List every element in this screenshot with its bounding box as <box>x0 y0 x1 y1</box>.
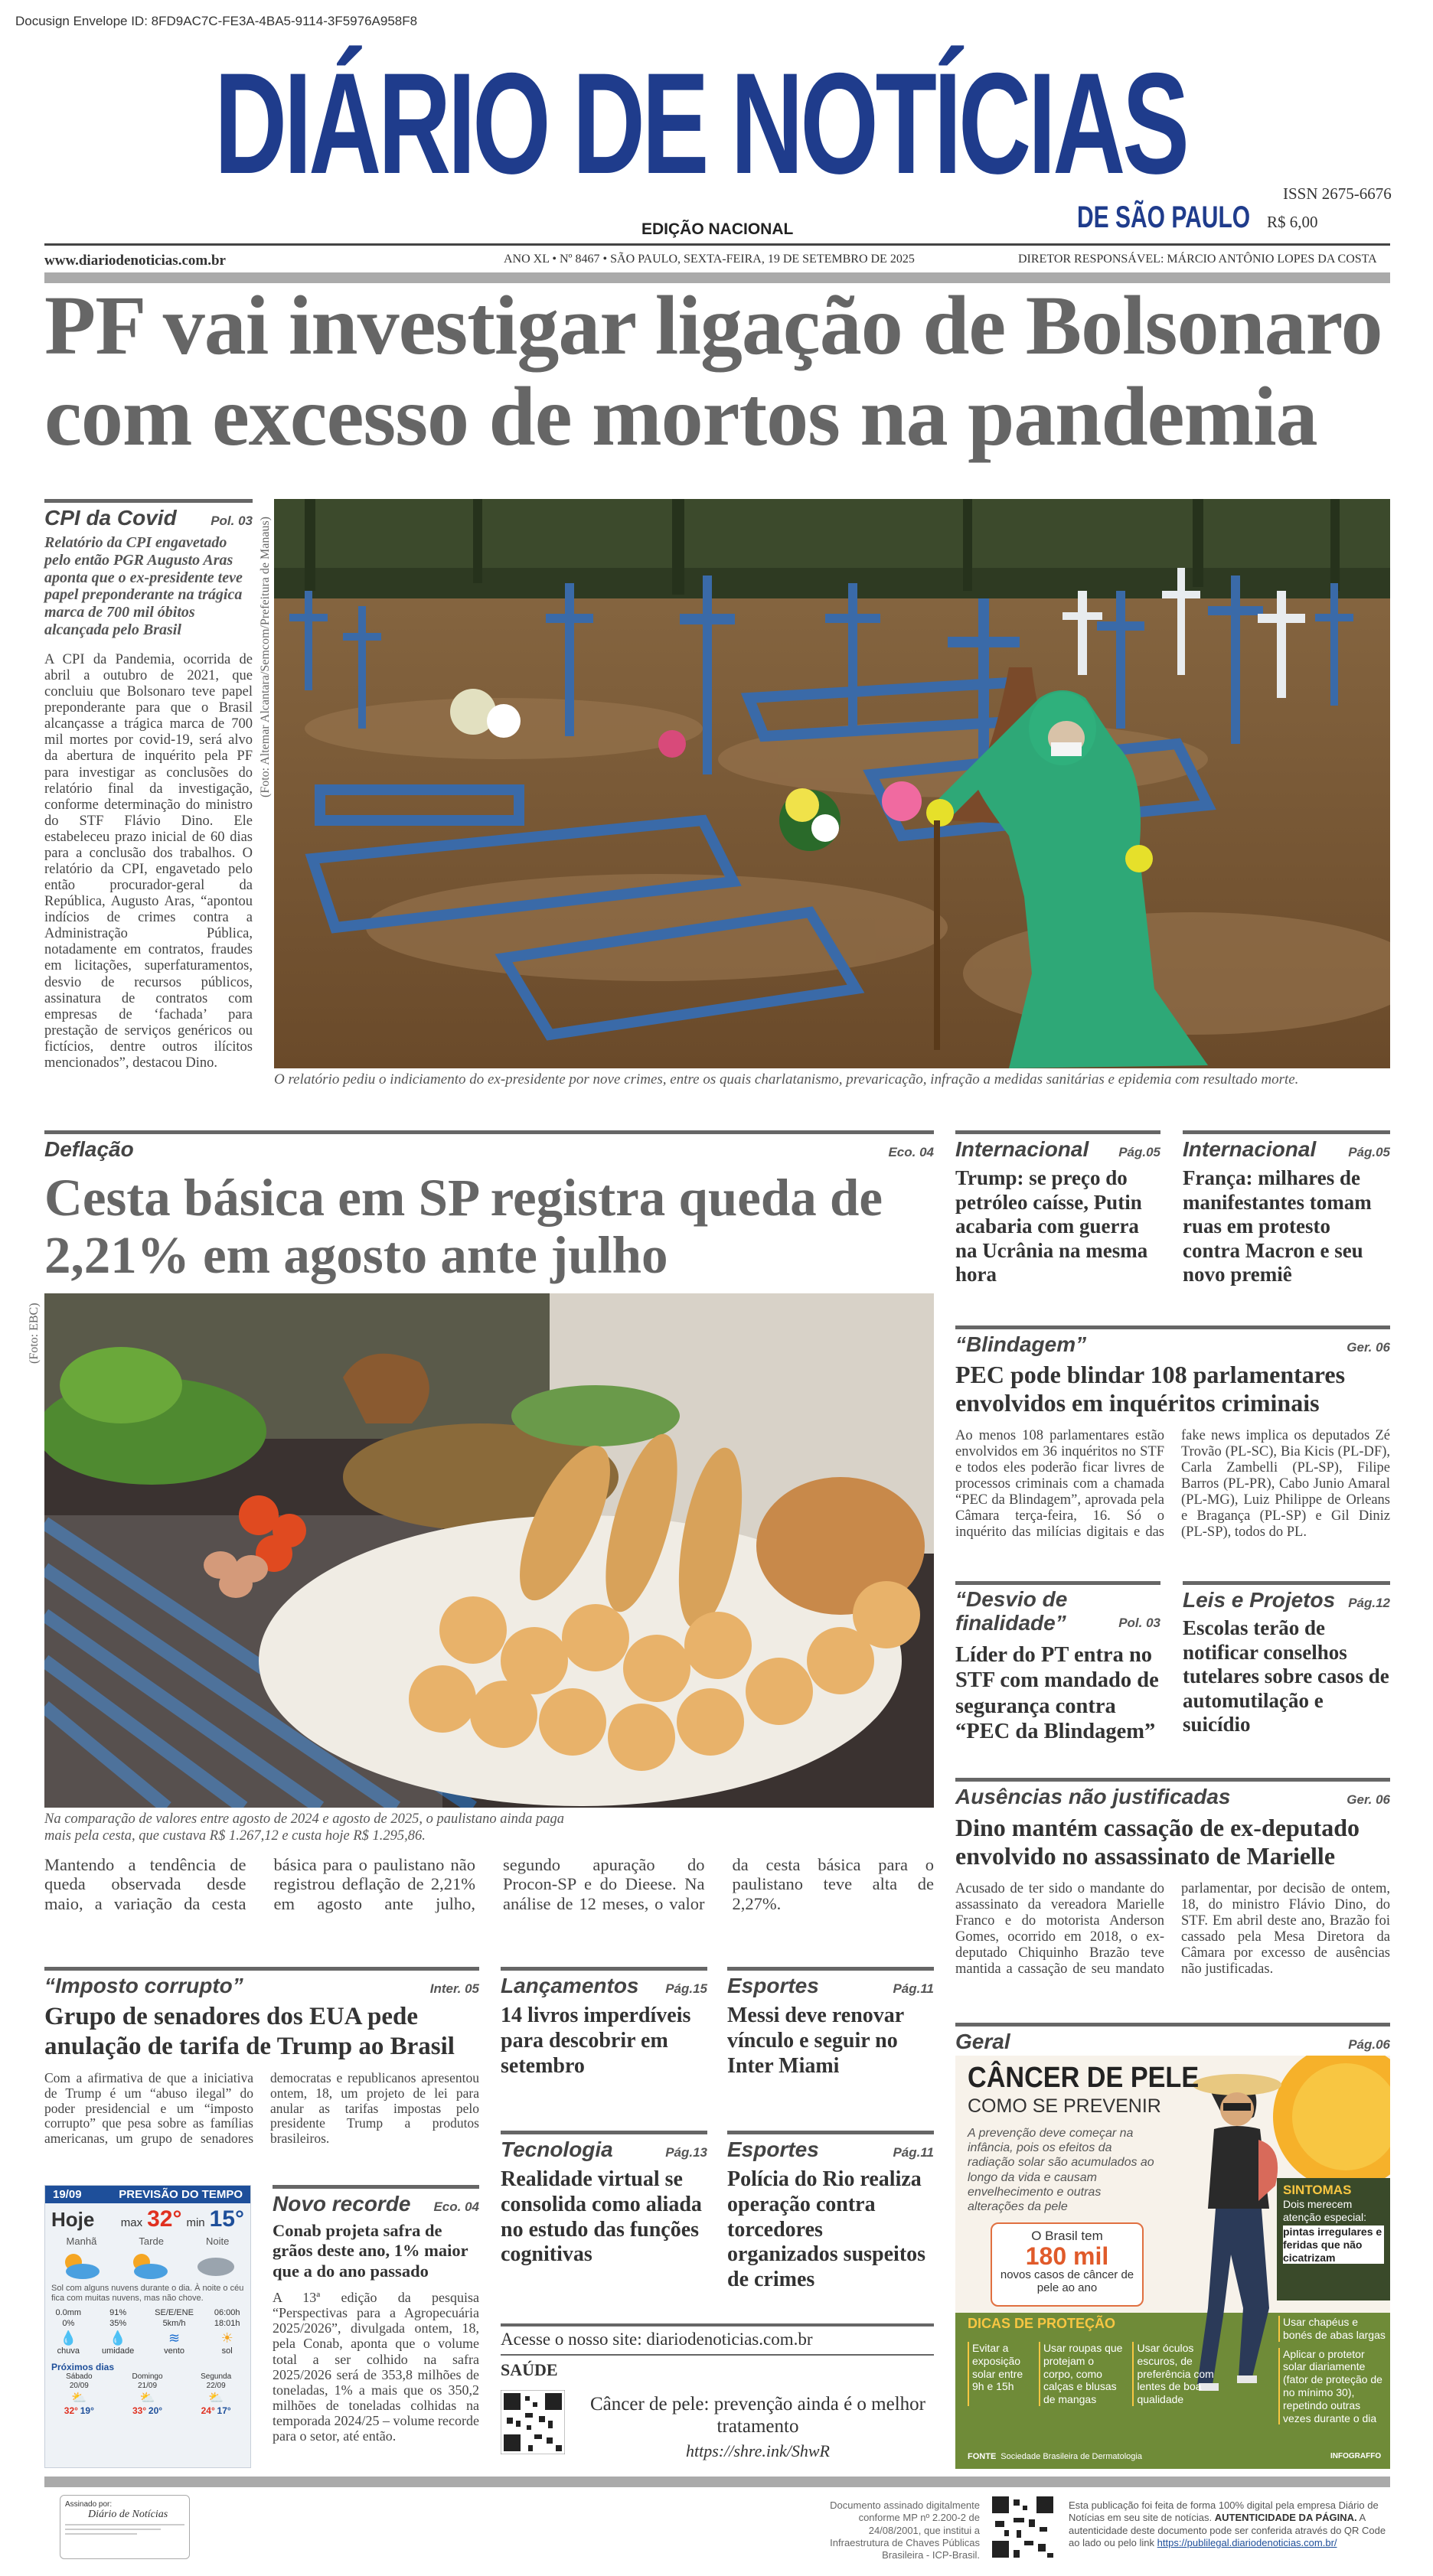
humidity-icon: 💧 <box>109 2330 127 2346</box>
site-promo-link[interactable]: https://shre.ink/ShwR <box>685 2441 830 2460</box>
page-ref: Pág.06 <box>1348 2037 1390 2052</box>
page-ref: Pol. 03 <box>211 514 253 528</box>
max: 24° <box>201 2405 215 2417</box>
page-ref: Ger. 06 <box>1346 1340 1390 1355</box>
internacional2-section-header <box>1183 1130 1390 1162</box>
symptoms-box <box>1277 2178 1390 2300</box>
lead-body: A CPI da Pandemia, ocorrida de abril a outubro de 2021, que concluiu que Bolsonaro teve papel preponderante para que o Brasil alcançasse a trágica marca de 700 mil mortes por covid-19, será alvo da abertura de inquérito pela PF para investigar as conclusões do relatório final da investigação, conforme determinação do ministro do STF Flávio Dino. Ele estabeleceu prazo inicial de 60 dias para a conclusão dos trabalhos. O relatório da CPI, engavetado pelo então procurador-geral da República, Augusto Aras, “apontou indícios de crimes contra a Administração Pública, notadamente em contratos, fraudes em licitações, superfaturamentos, desvio de recursos públicos, assinatura de contratos com empresas de ‘fachada’ para prestação de serviços genéricos ou fictícios, dentre outros ilícitos mencionados”, destacou Dino. <box>44 652 253 1071</box>
lead-summary: Relatório da CPI engavetado pelo então PGR Augusto Aras aponta que o ex-presidente teve papel preponderante na trágica marca de 700 mil óbitos alcançada pelo Brasil <box>44 534 243 638</box>
stat-value: 91% <box>109 2308 127 2318</box>
infographic-title: CÂNCER DE PELE <box>968 2062 1200 2094</box>
imposto-section-header <box>44 1967 479 1998</box>
issn: ISSN 2675-6676 <box>1283 184 1392 203</box>
period-morning: Manhã <box>66 2235 97 2247</box>
lead-section-header <box>44 499 253 530</box>
auth-text <box>1069 2499 1390 2549</box>
page-ref: Eco. 04 <box>888 1145 934 1159</box>
tip-3: Usar óculos escuros, de preferência com lentes de boa qualidade <box>1132 2342 1220 2406</box>
page-ref: Pág.11 <box>893 1981 934 1996</box>
ausencias-headline[interactable]: Dino mantém cassação de ex-deputado envolvido no assassinato de Marielle <box>955 1814 1360 1870</box>
weather-title: PREVISÃO DO TEMPO <box>119 2188 243 2201</box>
stat-pre: O Brasil tem <box>1031 2229 1103 2243</box>
docsign-text: Documento assinado digitalmente conforme MP nº 2.200-2 de 24/08/2001, que institui a Infraestrutura de Chaves Públicas Brasileira - ICP-Brasil. <box>830 2499 980 2561</box>
period-afternoon: Tarde <box>139 2235 164 2247</box>
tip-2: Usar roupas que protejam o corpo, como calças e blusas de mangas <box>1039 2342 1127 2406</box>
source-label: FONTE <box>968 2452 997 2461</box>
stat-label: chuva <box>57 2346 80 2356</box>
stat-wind <box>155 2308 194 2357</box>
website-link[interactable]: www.diariodenoticias.com.br <box>44 253 226 269</box>
section-name: Esportes <box>727 1974 819 1997</box>
tecnologia-headline[interactable]: Realidade virtual se consolida como aliada no estudo das funções cognitivas <box>501 2167 702 2267</box>
max-label: max <box>120 2216 143 2229</box>
cloud-icon <box>193 2250 239 2281</box>
section-name: CPI da Covid <box>44 506 177 530</box>
stat-rain <box>55 2308 81 2357</box>
auth-link[interactable]: https://publilegal.diariodenoticias.com.br/ <box>1157 2536 1337 2548</box>
sun-cloud-icon <box>125 2250 171 2281</box>
lead-photo-credit: (Foto: Altemar Alcantara/Semcom/Prefeitura de Manaus) <box>259 517 272 797</box>
stat-number: 180 mil <box>1025 2242 1109 2270</box>
internacional2-headline[interactable]: França: milhares de manifestantes tomam ruas em protesto contra Macron e seu novo premiê <box>1183 1166 1372 1286</box>
stat-label: sol <box>221 2346 233 2356</box>
symptoms-title: SINTOMAS <box>1283 2183 1352 2197</box>
stat-sub: 5km/h <box>162 2319 186 2329</box>
auth-line-2: A autenticidade deste documento pode ser conferida através do QR Code ao lado ou pelo link <box>1069 2512 1386 2548</box>
tip-1: Evitar a exposição solar entre 9h e 15h <box>968 2342 1033 2406</box>
lancamentos-section-header <box>501 1967 707 1998</box>
lancamentos-headline[interactable]: 14 livros imperdíveis para descobrir em setembro <box>501 2004 691 2078</box>
sun-cloud-icon: ⛅ <box>71 2392 87 2405</box>
internacional1-section-header <box>955 1130 1160 1162</box>
desvio-headline[interactable]: Líder do PT entra no STF com mandado de segurança contra “PEC da Blindagem” <box>955 1643 1159 1744</box>
deflacao-section-header <box>44 1130 934 1162</box>
blindagem-body: Ao menos 108 parlamentares estão envolvidos em 36 inquéritos no STF e todos eles poderão ficar livres de processos criminais com a chamada “PEC da Blindagem”, aprovada pela Câmara terça-feira, 16. Só o inquérito das milícias digitais e das fake news implica os deputados Zé Trovão (PL-SC), Bia Kicis (PL-DF), Carla Zambelli (PL-SP), Filipe Barros (PL-PR), Cabo Junio Amaral (PL-MG), Luiz Philippe de Orleans e Bragança (PL-SP) e Gil Diniz (PL-SP), todos do PL. <box>955 1428 1390 1541</box>
tips-title: DICAS DE PROTEÇÃO <box>968 2316 1116 2331</box>
min-temp: 15° <box>209 2206 244 2232</box>
min-label: min <box>186 2216 205 2229</box>
sig-label: Assinado por: <box>65 2500 113 2509</box>
esportes2-headline[interactable]: Polícia do Rio realiza operação contra torcedores organizados suspeitos de crimes <box>727 2167 926 2291</box>
auth-qr-code-icon[interactable] <box>991 2495 1055 2559</box>
ausencias-body: Acusado de ter sido o mandante do assassinato da vereadora Marielle Franco e do motorista Anderson Gomes, ocorrido em 2018, o ex-deputado Chiquinho Brazão teve mantida a cassação de seu mandato parlamentar, por decisão de ontem, 18, do ministro Flávio Dino, do STF. Em abril deste ano, Brazão foi cassado pela Mesa Diretora da Câmara por excesso de ausências não justificadas. <box>955 1881 1390 1978</box>
recorde-section-header <box>273 2185 479 2216</box>
max: 32° <box>64 2405 78 2417</box>
esportes1-headline[interactable]: Messi deve renovar vínculo e seguir no Inter Miami <box>727 2004 904 2078</box>
edition-label: EDIÇÃO NACIONAL <box>641 220 794 238</box>
date: 22/09 <box>206 2382 226 2391</box>
issue-line: ANO XL • Nº 8467 • SÃO PAULO, SEXTA-FEIRA, 19 DE SETEMBRO DE 2025 <box>504 253 915 266</box>
skin-cancer-infographic <box>955 2056 1390 2469</box>
symptoms-text: Dois merecem atenção especial: <box>1283 2198 1366 2224</box>
page-ref: Inter. 05 <box>429 1981 479 1996</box>
page-ref: Pág.11 <box>893 2145 934 2160</box>
page-ref: Pol. 03 <box>1118 1616 1160 1630</box>
recorde-body: A 13ª edição da pesquisa “Perspectivas para a Agropecuária 2025/2026”, divulgada ontem, 18, pela Conab, aponta que o volume total a ser colhido na safra 2025/2026 será de 353,8 milhões de toneladas, 1% a mais que os 350,2 milhões de toneladas colhidas na temporada 2024/25 – volume recorde para o setor, até então. <box>273 2290 479 2444</box>
tips-row <box>968 2342 1220 2406</box>
section-name: Deflação <box>44 1137 134 1161</box>
lead-headline[interactable]: PF vai investigar ligação de Bolsonaro com excesso de mortos na pandemia <box>44 279 1382 463</box>
stat-value: 0.0mm <box>55 2308 82 2318</box>
section-name: Esportes <box>727 2137 819 2161</box>
stat-label: umidade <box>102 2346 135 2356</box>
day: Segunda <box>201 2372 232 2382</box>
day: Sábado <box>66 2372 93 2382</box>
symptoms-bold: pintas irregulares e feridas que não cicatrizam <box>1283 2225 1384 2264</box>
weather-note: Sol com alguns nuvens durante o dia. À noite o céu fica com muitas nuvens, mas não chove. <box>51 2284 244 2304</box>
sun-cloud-icon: ⛅ <box>139 2392 155 2405</box>
site-promo-title[interactable]: Câncer de pele: prevenção ainda é o melhor tratamento <box>590 2394 925 2437</box>
geral-section-header <box>955 2023 1390 2054</box>
section-name: Tecnologia <box>501 2137 613 2161</box>
recorde-headline[interactable]: Conab projeta safra de grãos deste ano, 1% maior que a do ano passado <box>273 2221 468 2281</box>
blindagem-headline[interactable]: PEC pode blindar 108 parlamentares envolvidos em inquéritos criminais <box>955 1361 1346 1417</box>
section-name: Geral <box>955 2030 1010 2053</box>
esportes2-section-header <box>727 2131 934 2162</box>
sun-cloud-icon: ⛅ <box>208 2392 224 2405</box>
section-name: Internacional <box>1183 1137 1317 1161</box>
imposto-body: Com a afirmativa de que a iniciativa de Trump é um “abuso ilegal” do poder presidencial e um “imposto corrupto” que pesa sobre as famílias americanas, um grupo de senadores democratas e republicanos apresentou ontem, 18, um projeto de lei para anular as tarifas impostas pelo presidente Trump a produtos brasileiros. <box>44 2070 479 2147</box>
lead-caption: O relatório pediu o indiciamento do ex-presidente por nove crimes, entre os quais charlatanismo, prevaricação, infração a medidas sanitárias e epidemia com resultado morte. <box>274 1071 1299 1087</box>
deflacao-headline[interactable]: Cesta básica em SP registra queda de 2,21% em agosto ante julho <box>44 1169 883 1284</box>
sig-name: Diário de Notícias <box>88 2509 168 2520</box>
tip-5: Aplicar o protetor solar diariamente (fator de proteção de no mínimo 30), repetindo outras vezes durante o dia <box>1278 2348 1386 2425</box>
page-ref: Ger. 06 <box>1346 1792 1390 1807</box>
auth-bold: AUTENTICIDADE DA PÁGINA. <box>1214 2512 1357 2524</box>
tip-4: Usar chapéus e bonés de abas largas <box>1278 2316 1386 2342</box>
section-name: Lançamentos <box>501 1974 639 1997</box>
deflacao-photo <box>44 1293 934 1808</box>
infographic-credit: INFOGRAFFO <box>1330 2452 1382 2460</box>
next-days-label: Próximos dias <box>51 2362 115 2373</box>
stat-value: 06:00h <box>214 2308 240 2318</box>
site-promo-label: SAÚDE <box>501 2360 558 2379</box>
page-ref: Eco. 04 <box>433 2199 479 2214</box>
period-night: Noite <box>206 2235 230 2247</box>
director-line: DIRETOR RESPONSÁVEL: MÁRCIO ANTÔNIO LOPES DA COSTA <box>1018 253 1377 266</box>
sun-cloud-icon <box>57 2250 103 2281</box>
stat-sub: 0% <box>62 2319 75 2329</box>
deflacao-caption: Na comparação de valores entre agosto de 2024 e agosto de 2025, o paulistano ainda paga mais pela cesta, que custava R$ 1.267,12 e custa hoje R$ 1.295,86. <box>44 1811 564 1844</box>
stat-humidity <box>102 2308 134 2357</box>
date: 21/09 <box>138 2382 158 2391</box>
infographic-intro: A prevenção deve começar na infância, pois os efeitos da radiação solar são acumulados ao longo da vida e causam envelhecimento e outras alterações da pele <box>968 2127 1154 2213</box>
section-name: “Desvio de finalidade” <box>955 1587 1068 1635</box>
weather-today: Hoje <box>51 2208 95 2231</box>
tecnologia-section-header <box>501 2131 707 2162</box>
blindagem-section-header <box>955 1325 1390 1357</box>
next-day-1 <box>64 2372 94 2417</box>
next-day-2 <box>132 2372 163 2417</box>
stat-sub: 35% <box>109 2319 127 2329</box>
infographic-source <box>968 2452 1142 2461</box>
source-text: Sociedade Brasileira de Dermatologia <box>1000 2452 1142 2461</box>
leis-section-header <box>1183 1581 1390 1612</box>
leis-headline[interactable]: Escolas terão de notificar conselhos tutelares sobre casos de automutilação e suicídio <box>1183 1616 1389 1736</box>
section-name: “Blindagem” <box>955 1332 1087 1356</box>
wind-icon: ≋ <box>168 2330 181 2346</box>
section-name: Leis e Projetos <box>1183 1588 1336 1612</box>
internacional1-headline[interactable]: Trump: se preço do petróleo caísse, Putin acabaria com guerra na Ucrânia na mesma hora <box>955 1166 1148 1286</box>
page-ref: Pág.15 <box>665 1981 707 1996</box>
section-name: Novo recorde <box>273 2192 411 2216</box>
desvio-section-header <box>955 1581 1160 1635</box>
min: 19° <box>80 2405 94 2417</box>
price: R$ 6,00 <box>1267 213 1318 231</box>
next-day-3 <box>201 2372 231 2417</box>
stat-box <box>991 2222 1144 2307</box>
stat-value: SE/E/ENE <box>155 2308 194 2318</box>
max: 33° <box>132 2405 147 2417</box>
weather-date: 19/09 <box>53 2188 82 2201</box>
ausencias-section-header <box>955 1778 1390 1809</box>
section-name: Internacional <box>955 1137 1089 1161</box>
sun-icon: ☀ <box>220 2330 233 2346</box>
lead-photo <box>274 499 1390 1068</box>
deflacao-photo-credit: (Foto: EBC) <box>28 1303 41 1364</box>
stat-sun <box>214 2308 240 2357</box>
site-promo-text[interactable]: Acesse o nosso site: diariodenoticias.com.br <box>501 2330 813 2349</box>
min: 17° <box>217 2405 231 2417</box>
section-name: “Imposto corrupto” <box>44 1974 243 1997</box>
imposto-headline[interactable]: Grupo de senadores dos EUA pede anulação de tarifa de Trump ao Brasil <box>44 2003 455 2060</box>
date: 20/09 <box>69 2382 89 2391</box>
weather-widget <box>44 2185 251 2468</box>
day: Domingo <box>132 2372 163 2382</box>
masthead-city: DE SÃO PAULO <box>1077 201 1251 234</box>
qr-code-icon[interactable] <box>501 2390 565 2454</box>
esportes1-section-header <box>727 1967 934 1998</box>
page-ref: Pág.05 <box>1118 1145 1160 1159</box>
infographic-subtitle: COMO SE PREVENIR <box>968 2095 1161 2117</box>
rain-icon: 💧 <box>60 2330 77 2346</box>
max-temp: 32° <box>147 2206 182 2232</box>
signature-block <box>60 2495 190 2559</box>
stat-label: vento <box>164 2346 184 2356</box>
page-ref: Pág.12 <box>1348 1596 1390 1610</box>
envelope-id: Docusign Envelope ID: 8FD9AC7C-FE3A-4BA5-9114-3F5976A958F8 <box>15 14 418 28</box>
min: 20° <box>148 2405 163 2417</box>
auth-line-1: Esta publicação foi feita de forma 100% digital pela empresa Diário de Notícias em seu site de notícias. <box>1069 2499 1379 2524</box>
stat-post: novos casos de câncer de pele ao ano <box>1000 2268 1134 2295</box>
stat-sub: 18:01h <box>214 2319 240 2329</box>
tips-right <box>1278 2316 1386 2424</box>
deflacao-body: Mantendo a tendência de queda observada desde maio, a variação da cesta básica para o paulistano não registrou deflação de 2,21% em agosto ante julho, segundo apuração do Procon-SP e do Dieese. Na análise de 12 meses, o valor da cesta básica para o paulistano teve alta de 2,27%. <box>44 1855 934 1913</box>
masthead-title: DIÁRIO DE NOTÍCIAS <box>214 43 1187 204</box>
page-ref: Pág.05 <box>1348 1145 1390 1159</box>
section-name: Ausências não justificadas <box>955 1785 1231 1808</box>
page-ref: Pág.13 <box>665 2145 707 2160</box>
